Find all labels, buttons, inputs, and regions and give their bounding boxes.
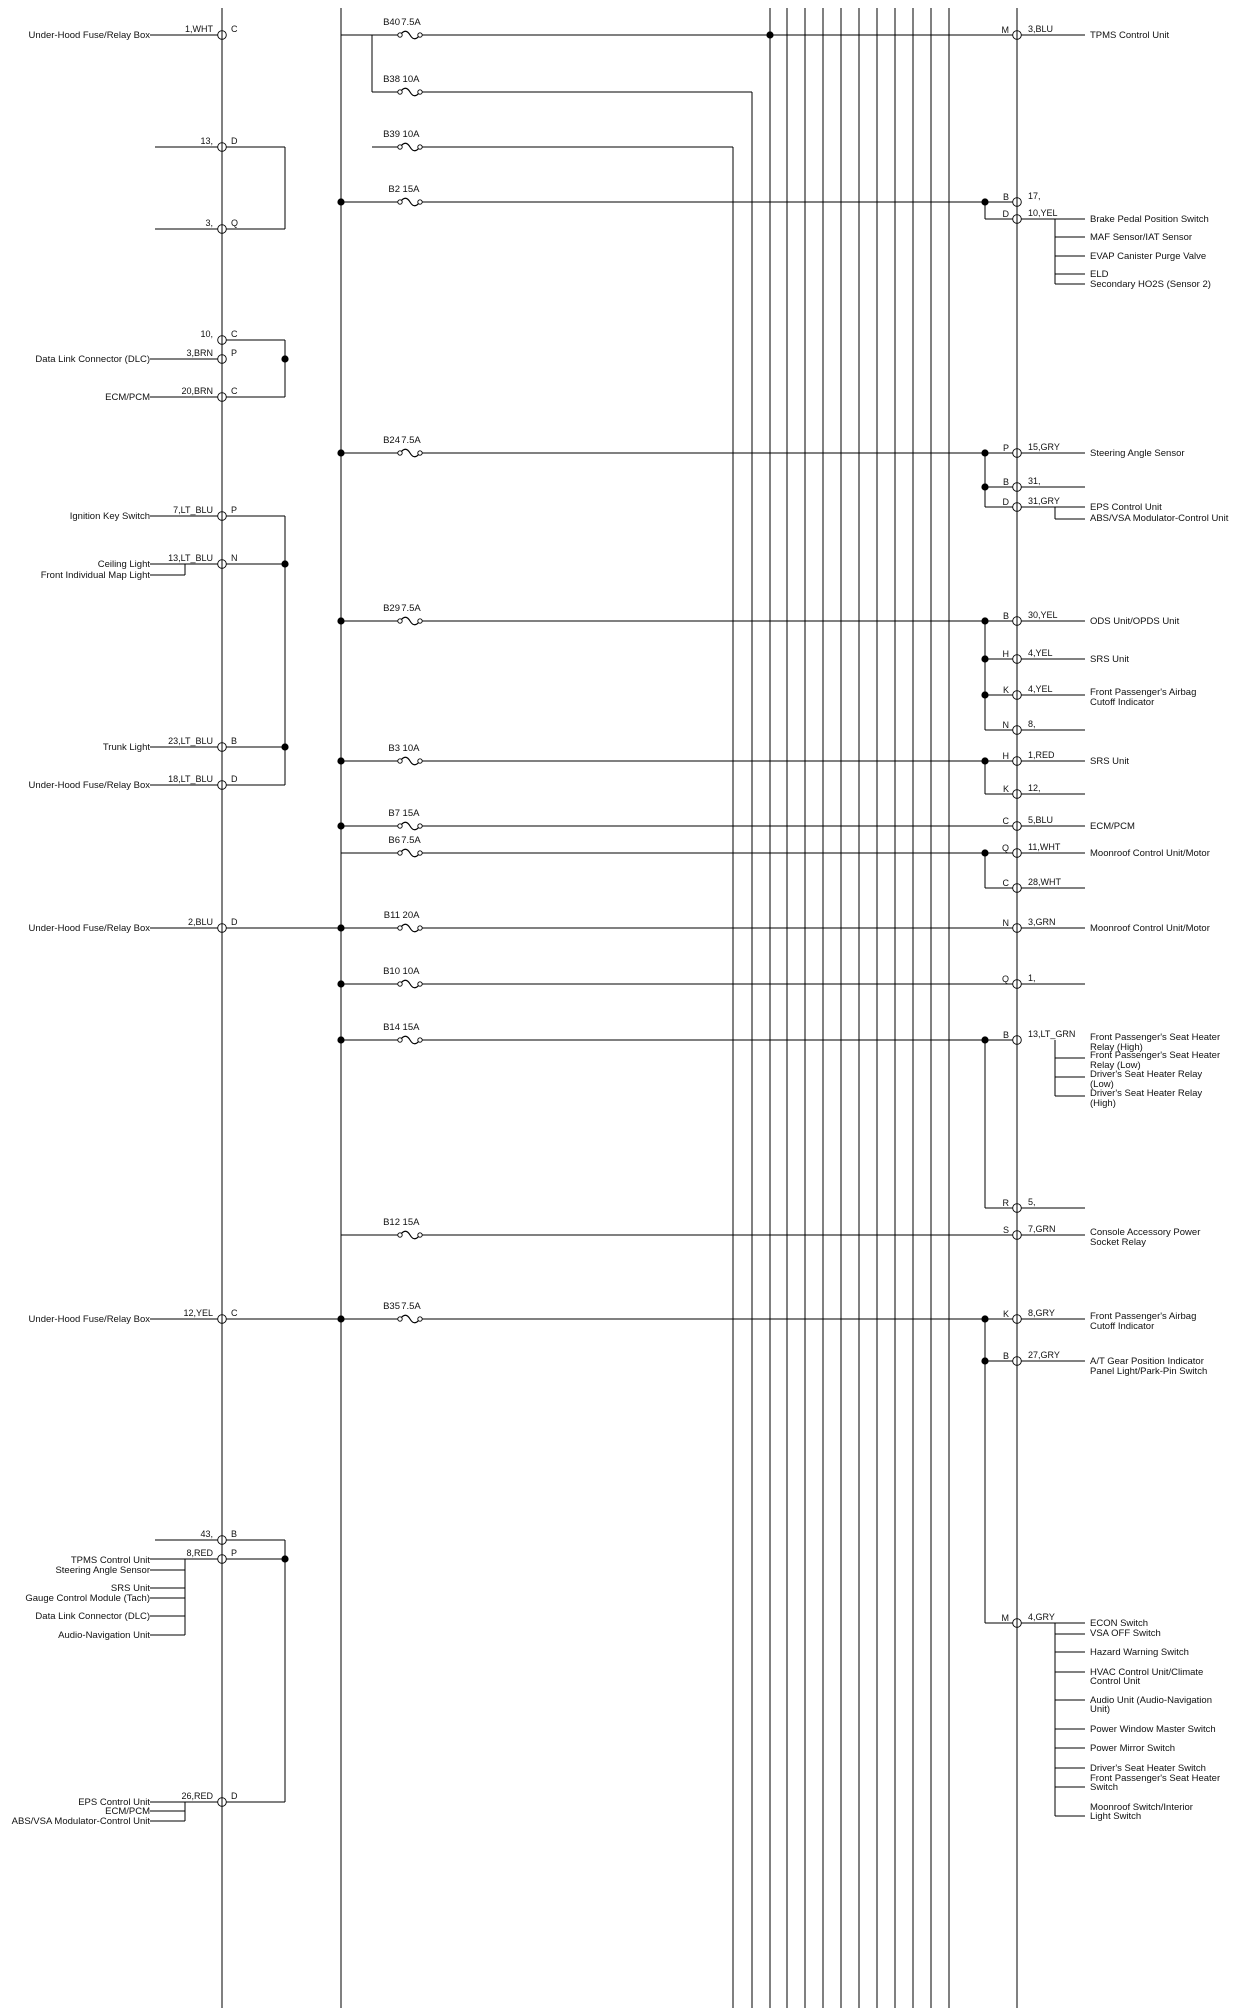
fuse-end bbox=[398, 1317, 402, 1321]
left-component-label: SRS Unit bbox=[110, 1583, 150, 1594]
fuse-rating: 15A bbox=[402, 184, 420, 195]
fuse-symbol bbox=[400, 31, 420, 39]
right-component-label: EPS Control Unit bbox=[1090, 502, 1162, 513]
right-component-label: SRS Unit bbox=[1090, 756, 1130, 767]
left-component-label: Trunk Light bbox=[102, 742, 150, 753]
left-connector-pin: 1,WHT bbox=[185, 24, 213, 34]
right-connector-pin: 3,GRN bbox=[1028, 917, 1056, 927]
fuse-rating: 20A bbox=[402, 910, 420, 921]
right-component-label: Moonroof Switch/Interior bbox=[1090, 1802, 1193, 1813]
right-component-label: Control Unit bbox=[1090, 1676, 1141, 1687]
left-component-label: Front Individual Map Light bbox=[40, 570, 150, 581]
right-connector-letter: C bbox=[1002, 878, 1009, 888]
right-component-label: ECM/PCM bbox=[1090, 821, 1135, 832]
right-component-label: ODS Unit/OPDS Unit bbox=[1090, 616, 1180, 627]
right-connector-pin: 31,GRY bbox=[1028, 496, 1060, 506]
fuse-symbol bbox=[400, 88, 420, 96]
left-component-label: Under-Hood Fuse/Relay Box bbox=[28, 923, 150, 934]
fuse-id: B10 bbox=[383, 966, 400, 977]
right-connector-letter: B bbox=[1002, 611, 1009, 621]
fuse-end bbox=[418, 145, 422, 149]
left-connector-pin: 43, bbox=[200, 1529, 213, 1539]
junction-dot bbox=[981, 483, 988, 490]
right-component-label: Steering Angle Sensor bbox=[1090, 448, 1185, 459]
right-connector-pin: 31, bbox=[1028, 476, 1041, 486]
fuse-rating: 7.5A bbox=[401, 17, 421, 28]
right-component-label: Front Passenger's Seat Heater bbox=[1090, 1773, 1221, 1784]
fuse-rating: 15A bbox=[402, 1022, 420, 1033]
diagram-labels bbox=[12, 17, 1229, 1827]
fuse-id: B14 bbox=[383, 1022, 400, 1033]
right-component-label: MAF Sensor/IAT Sensor bbox=[1090, 232, 1193, 243]
junction-dot bbox=[337, 924, 344, 931]
junction-dot bbox=[981, 655, 988, 662]
fuse-id: B7 bbox=[388, 808, 400, 819]
wire-lines bbox=[150, 8, 1085, 2008]
right-component-label: Secondary HO2S (Sensor 2) bbox=[1090, 279, 1211, 290]
left-connector-letter: C bbox=[231, 329, 238, 339]
right-connector-letter: B bbox=[1002, 192, 1009, 202]
right-component-label: EVAP Canister Purge Valve bbox=[1090, 251, 1207, 262]
right-connector-pin: 4,YEL bbox=[1028, 684, 1053, 694]
fuse-id: B35 bbox=[383, 1301, 400, 1312]
right-connector-letter: M bbox=[1001, 25, 1009, 35]
left-connector-letter: P bbox=[231, 505, 238, 515]
fuse-end bbox=[418, 982, 422, 986]
fuse-rating: 7.5A bbox=[401, 603, 421, 614]
fuse-id: B11 bbox=[383, 910, 400, 921]
right-component-label: Power Window Master Switch bbox=[1090, 1724, 1216, 1735]
left-component-label: Steering Angle Sensor bbox=[55, 1565, 150, 1576]
fuse-id: B6 bbox=[388, 835, 400, 846]
right-connector-letter: B bbox=[1002, 477, 1009, 487]
fuse-symbol bbox=[400, 1231, 420, 1239]
right-component-label: Cutoff Indicator bbox=[1090, 1321, 1155, 1332]
fuse-end bbox=[398, 619, 402, 623]
left-connector-pin: 8,RED bbox=[186, 1548, 213, 1558]
right-connector-letter: P bbox=[1002, 443, 1009, 453]
left-connector-pin: 26,RED bbox=[181, 1791, 213, 1801]
right-connector-pin: 1,RED bbox=[1028, 750, 1055, 760]
right-component-label: Moonroof Control Unit/Motor bbox=[1090, 923, 1210, 934]
left-connector-letter: D bbox=[231, 917, 238, 927]
junction-dot bbox=[337, 1315, 344, 1322]
right-connector-pin: 15,GRY bbox=[1028, 442, 1060, 452]
fuse-end bbox=[418, 1233, 422, 1237]
fuse-end bbox=[398, 759, 402, 763]
fuse-symbol bbox=[400, 449, 420, 457]
right-connector-letter: K bbox=[1002, 685, 1009, 695]
fuse-end bbox=[418, 824, 422, 828]
fuse-symbol bbox=[400, 143, 420, 151]
left-component-label: Ignition Key Switch bbox=[69, 511, 150, 522]
junction-dot bbox=[337, 198, 344, 205]
right-component-label: Front Passenger's Seat Heater bbox=[1090, 1032, 1221, 1043]
right-connector-letter: H bbox=[1002, 649, 1009, 659]
fuse-end bbox=[418, 1317, 422, 1321]
left-connector-pin: 7,LT_BLU bbox=[173, 505, 213, 515]
junction-dot bbox=[337, 1036, 344, 1043]
right-component-label: SRS Unit bbox=[1090, 654, 1130, 665]
left-connector-letter: Q bbox=[231, 218, 239, 228]
right-component-label: VSA OFF Switch bbox=[1090, 1628, 1161, 1639]
junction-dot bbox=[337, 822, 344, 829]
left-connector-pin: 23,LT_BLU bbox=[168, 736, 213, 746]
left-connector-pin: 10, bbox=[200, 329, 213, 339]
left-connector-letter: D bbox=[231, 774, 238, 784]
fuse-id: B40 bbox=[383, 17, 400, 28]
right-component-label: Power Mirror Switch bbox=[1090, 1743, 1175, 1754]
junction-dot bbox=[766, 31, 773, 38]
fuse-rating: 10A bbox=[402, 129, 420, 140]
right-component-label: Socket Relay bbox=[1090, 1237, 1146, 1248]
right-connector-letter: B bbox=[1002, 1351, 1009, 1361]
fuse-end bbox=[398, 1233, 402, 1237]
fuse-end bbox=[398, 451, 402, 455]
right-component-label: Light Switch bbox=[1090, 1811, 1142, 1822]
right-connector-letter: N bbox=[1002, 918, 1009, 928]
left-connector-letter: C bbox=[231, 386, 238, 396]
fuse-rating: 7.5A bbox=[401, 1301, 421, 1312]
fuse-symbol bbox=[400, 980, 420, 988]
right-connector-pin: 13,LT_GRN bbox=[1028, 1029, 1076, 1039]
right-connector-pin: 10,YEL bbox=[1028, 208, 1058, 218]
right-component-label: Switch bbox=[1090, 1782, 1118, 1793]
fuse-symbol bbox=[400, 1315, 420, 1323]
right-component-label: Front Passenger's Seat Heater bbox=[1090, 1050, 1221, 1061]
right-connector-pin: 8,GRY bbox=[1028, 1308, 1055, 1318]
right-connector-pin: 4,YEL bbox=[1028, 648, 1053, 658]
right-component-label: ECON Switch bbox=[1090, 1618, 1149, 1629]
left-component-label: Data Link Connector (DLC) bbox=[35, 1611, 150, 1622]
fuse-end bbox=[398, 1038, 402, 1042]
left-connector-pin: 3, bbox=[205, 218, 213, 228]
right-component-label: TPMS Control Unit bbox=[1090, 30, 1170, 41]
left-connector-letter: B bbox=[231, 1529, 238, 1539]
junction-dot bbox=[981, 691, 988, 698]
junction-dot bbox=[337, 617, 344, 624]
right-connector-pin: 8, bbox=[1028, 719, 1036, 729]
fuse-end bbox=[398, 200, 402, 204]
right-component-label: Relay (Low) bbox=[1090, 1060, 1141, 1071]
right-connector-letter: K bbox=[1002, 1309, 1009, 1319]
right-component-label: Relay (High) bbox=[1090, 1042, 1143, 1053]
fuse-symbol bbox=[400, 757, 420, 765]
left-connector-pin: 2,BLU bbox=[187, 917, 213, 927]
right-connector-pin: 11,WHT bbox=[1028, 842, 1061, 852]
right-component-label: Front Passenger's Airbag bbox=[1090, 1311, 1197, 1322]
fuse-rating: 15A bbox=[402, 1217, 420, 1228]
right-component-label: Driver's Seat Heater Relay bbox=[1090, 1088, 1203, 1099]
right-component-label: ABS/VSA Modulator-Control Unit bbox=[1090, 513, 1229, 524]
right-component-label: Driver's Seat Heater Relay bbox=[1090, 1069, 1203, 1080]
right-connector-letter: R bbox=[1002, 1198, 1009, 1208]
fuse-end bbox=[418, 200, 422, 204]
junction-dot bbox=[281, 743, 288, 750]
fuse-rating: 10A bbox=[402, 966, 420, 977]
fuse-end bbox=[418, 451, 422, 455]
fuse-id: B38 bbox=[383, 74, 400, 85]
left-connector-pin: 20,BRN bbox=[181, 386, 213, 396]
fuse-end bbox=[398, 90, 402, 94]
left-component-label: Gauge Control Module (Tach) bbox=[25, 1593, 150, 1604]
fuse-symbol bbox=[400, 1036, 420, 1044]
junction-dot bbox=[981, 1036, 988, 1043]
fuse-rating: 7.5A bbox=[401, 835, 421, 846]
fuse-end bbox=[398, 851, 402, 855]
fuse-symbol bbox=[400, 822, 420, 830]
fuse-end bbox=[418, 759, 422, 763]
right-component-label: Front Passenger's Airbag bbox=[1090, 687, 1197, 698]
right-component-label: ELD bbox=[1090, 269, 1109, 280]
right-component-label: (Low) bbox=[1090, 1079, 1114, 1090]
right-connector-letter: D bbox=[1002, 497, 1009, 507]
right-component-label: Moonroof Control Unit/Motor bbox=[1090, 848, 1210, 859]
junction-dot bbox=[981, 1357, 988, 1364]
right-component-label: A/T Gear Position Indicator bbox=[1090, 1356, 1204, 1367]
diagram-marks bbox=[218, 31, 1022, 1807]
fuse-end bbox=[398, 982, 402, 986]
left-connector-letter: N bbox=[231, 553, 238, 563]
left-connector-pin: 3,BRN bbox=[186, 348, 213, 358]
right-connector-letter: N bbox=[1002, 720, 1009, 730]
right-component-label: HVAC Control Unit/Climate bbox=[1090, 1667, 1204, 1678]
left-connector-letter: C bbox=[231, 1308, 238, 1318]
fuse-end bbox=[418, 619, 422, 623]
fuse-rating: 15A bbox=[402, 808, 420, 819]
fuse-end bbox=[398, 145, 402, 149]
right-component-label: Hazard Warning Switch bbox=[1090, 1647, 1189, 1658]
fuse-end bbox=[418, 1038, 422, 1042]
right-connector-pin: 30,YEL bbox=[1028, 610, 1058, 620]
right-connector-letter: S bbox=[1002, 1225, 1009, 1235]
right-connector-pin: 17, bbox=[1028, 191, 1041, 201]
right-connector-letter: C bbox=[1002, 816, 1009, 826]
left-connector-pin: 18,LT_BLU bbox=[168, 774, 213, 784]
fuse-rating: 10A bbox=[402, 743, 420, 754]
left-component-label: Under-Hood Fuse/Relay Box bbox=[28, 1314, 150, 1325]
fuse-id: B12 bbox=[383, 1217, 400, 1228]
fuse-id: B2 bbox=[388, 184, 400, 195]
left-connector-pin: 13,LT_BLU bbox=[168, 553, 213, 563]
fuse-id: B39 bbox=[383, 129, 400, 140]
right-connector-pin: 28,WHT bbox=[1028, 877, 1062, 887]
fuse-end bbox=[398, 926, 402, 930]
fuse-id: B24 bbox=[383, 435, 400, 446]
right-component-label: Driver's Seat Heater Switch bbox=[1090, 1763, 1206, 1774]
fuse-symbol bbox=[400, 198, 420, 206]
fuse-symbol bbox=[400, 924, 420, 932]
junction-dot bbox=[981, 1315, 988, 1322]
right-connector-letter: Q bbox=[1001, 974, 1009, 984]
left-connector-letter: P bbox=[231, 348, 238, 358]
left-component-label: Under-Hood Fuse/Relay Box bbox=[28, 780, 150, 791]
junction-dot bbox=[281, 560, 288, 567]
junction-dot bbox=[337, 757, 344, 764]
right-component-label: Panel Light/Park-Pin Switch bbox=[1090, 1366, 1208, 1377]
right-component-label: Unit) bbox=[1090, 1704, 1111, 1715]
junction-dot bbox=[337, 980, 344, 987]
fuse-end bbox=[398, 33, 402, 37]
junction-dot bbox=[981, 198, 988, 205]
fuse-id: B29 bbox=[383, 603, 400, 614]
junction-dot bbox=[981, 757, 988, 764]
right-connector-letter: D bbox=[1002, 209, 1009, 219]
left-component-label: Ceiling Light bbox=[97, 559, 150, 570]
fuse-id: B3 bbox=[388, 743, 400, 754]
fuse-end bbox=[418, 851, 422, 855]
junction-dot bbox=[281, 1555, 288, 1562]
left-component-label: EPS Control Unit bbox=[78, 1797, 150, 1808]
left-connector-letter: C bbox=[231, 24, 238, 34]
junction-dot bbox=[981, 617, 988, 624]
fuse-end bbox=[398, 824, 402, 828]
left-connector-pin: 13, bbox=[200, 136, 213, 146]
right-connector-letter: M bbox=[1001, 1613, 1009, 1623]
right-component-label: Audio Unit (Audio-Navigation bbox=[1090, 1695, 1212, 1706]
left-component-label: Audio-Navigation Unit bbox=[58, 1630, 150, 1641]
fuse-symbol bbox=[400, 617, 420, 625]
right-component-label: Cutoff Indicator bbox=[1090, 697, 1155, 708]
fuse-end bbox=[418, 90, 422, 94]
fuse-end bbox=[418, 926, 422, 930]
left-connector-letter: B bbox=[231, 736, 238, 746]
junction-dot bbox=[337, 449, 344, 456]
left-component-label: Under-Hood Fuse/Relay Box bbox=[28, 30, 150, 41]
right-connector-pin: 3,BLU bbox=[1028, 24, 1054, 34]
right-connector-letter: H bbox=[1002, 751, 1009, 761]
junction-dot bbox=[981, 449, 988, 456]
right-component-label: Console Accessory Power bbox=[1090, 1227, 1201, 1238]
junction-dot bbox=[281, 355, 288, 362]
right-connector-pin: 5, bbox=[1028, 1197, 1036, 1207]
junction-dot bbox=[981, 849, 988, 856]
right-connector-pin: 1, bbox=[1028, 973, 1036, 983]
left-connector-letter: P bbox=[231, 1548, 238, 1558]
left-component-label: ABS/VSA Modulator-Control Unit bbox=[11, 1816, 150, 1827]
right-connector-letter: Q bbox=[1001, 843, 1009, 853]
right-connector-pin: 27,GRY bbox=[1028, 1350, 1060, 1360]
right-connector-letter: B bbox=[1002, 1030, 1009, 1040]
fuse-end bbox=[418, 33, 422, 37]
fuse-rating: 10A bbox=[402, 74, 420, 85]
fuse-symbol bbox=[400, 849, 420, 857]
right-connector-pin: 4,GRY bbox=[1028, 1612, 1055, 1622]
right-component-label: Brake Pedal Position Switch bbox=[1090, 214, 1209, 225]
left-component-label: ECM/PCM bbox=[105, 1806, 150, 1817]
left-connector-letter: D bbox=[231, 136, 238, 146]
left-component-label: Data Link Connector (DLC) bbox=[35, 354, 150, 365]
left-component-label: TPMS Control Unit bbox=[70, 1555, 150, 1566]
right-component-label: (High) bbox=[1090, 1098, 1116, 1109]
left-connector-pin: 12,YEL bbox=[183, 1308, 213, 1318]
fuse-rating: 7.5A bbox=[401, 435, 421, 446]
left-connector-letter: D bbox=[231, 1791, 238, 1801]
right-connector-pin: 12, bbox=[1028, 783, 1041, 793]
right-connector-pin: 7,GRN bbox=[1028, 1224, 1056, 1234]
left-component-label: ECM/PCM bbox=[105, 392, 150, 403]
right-connector-pin: 5,BLU bbox=[1028, 815, 1054, 825]
right-connector-letter: K bbox=[1002, 784, 1009, 794]
